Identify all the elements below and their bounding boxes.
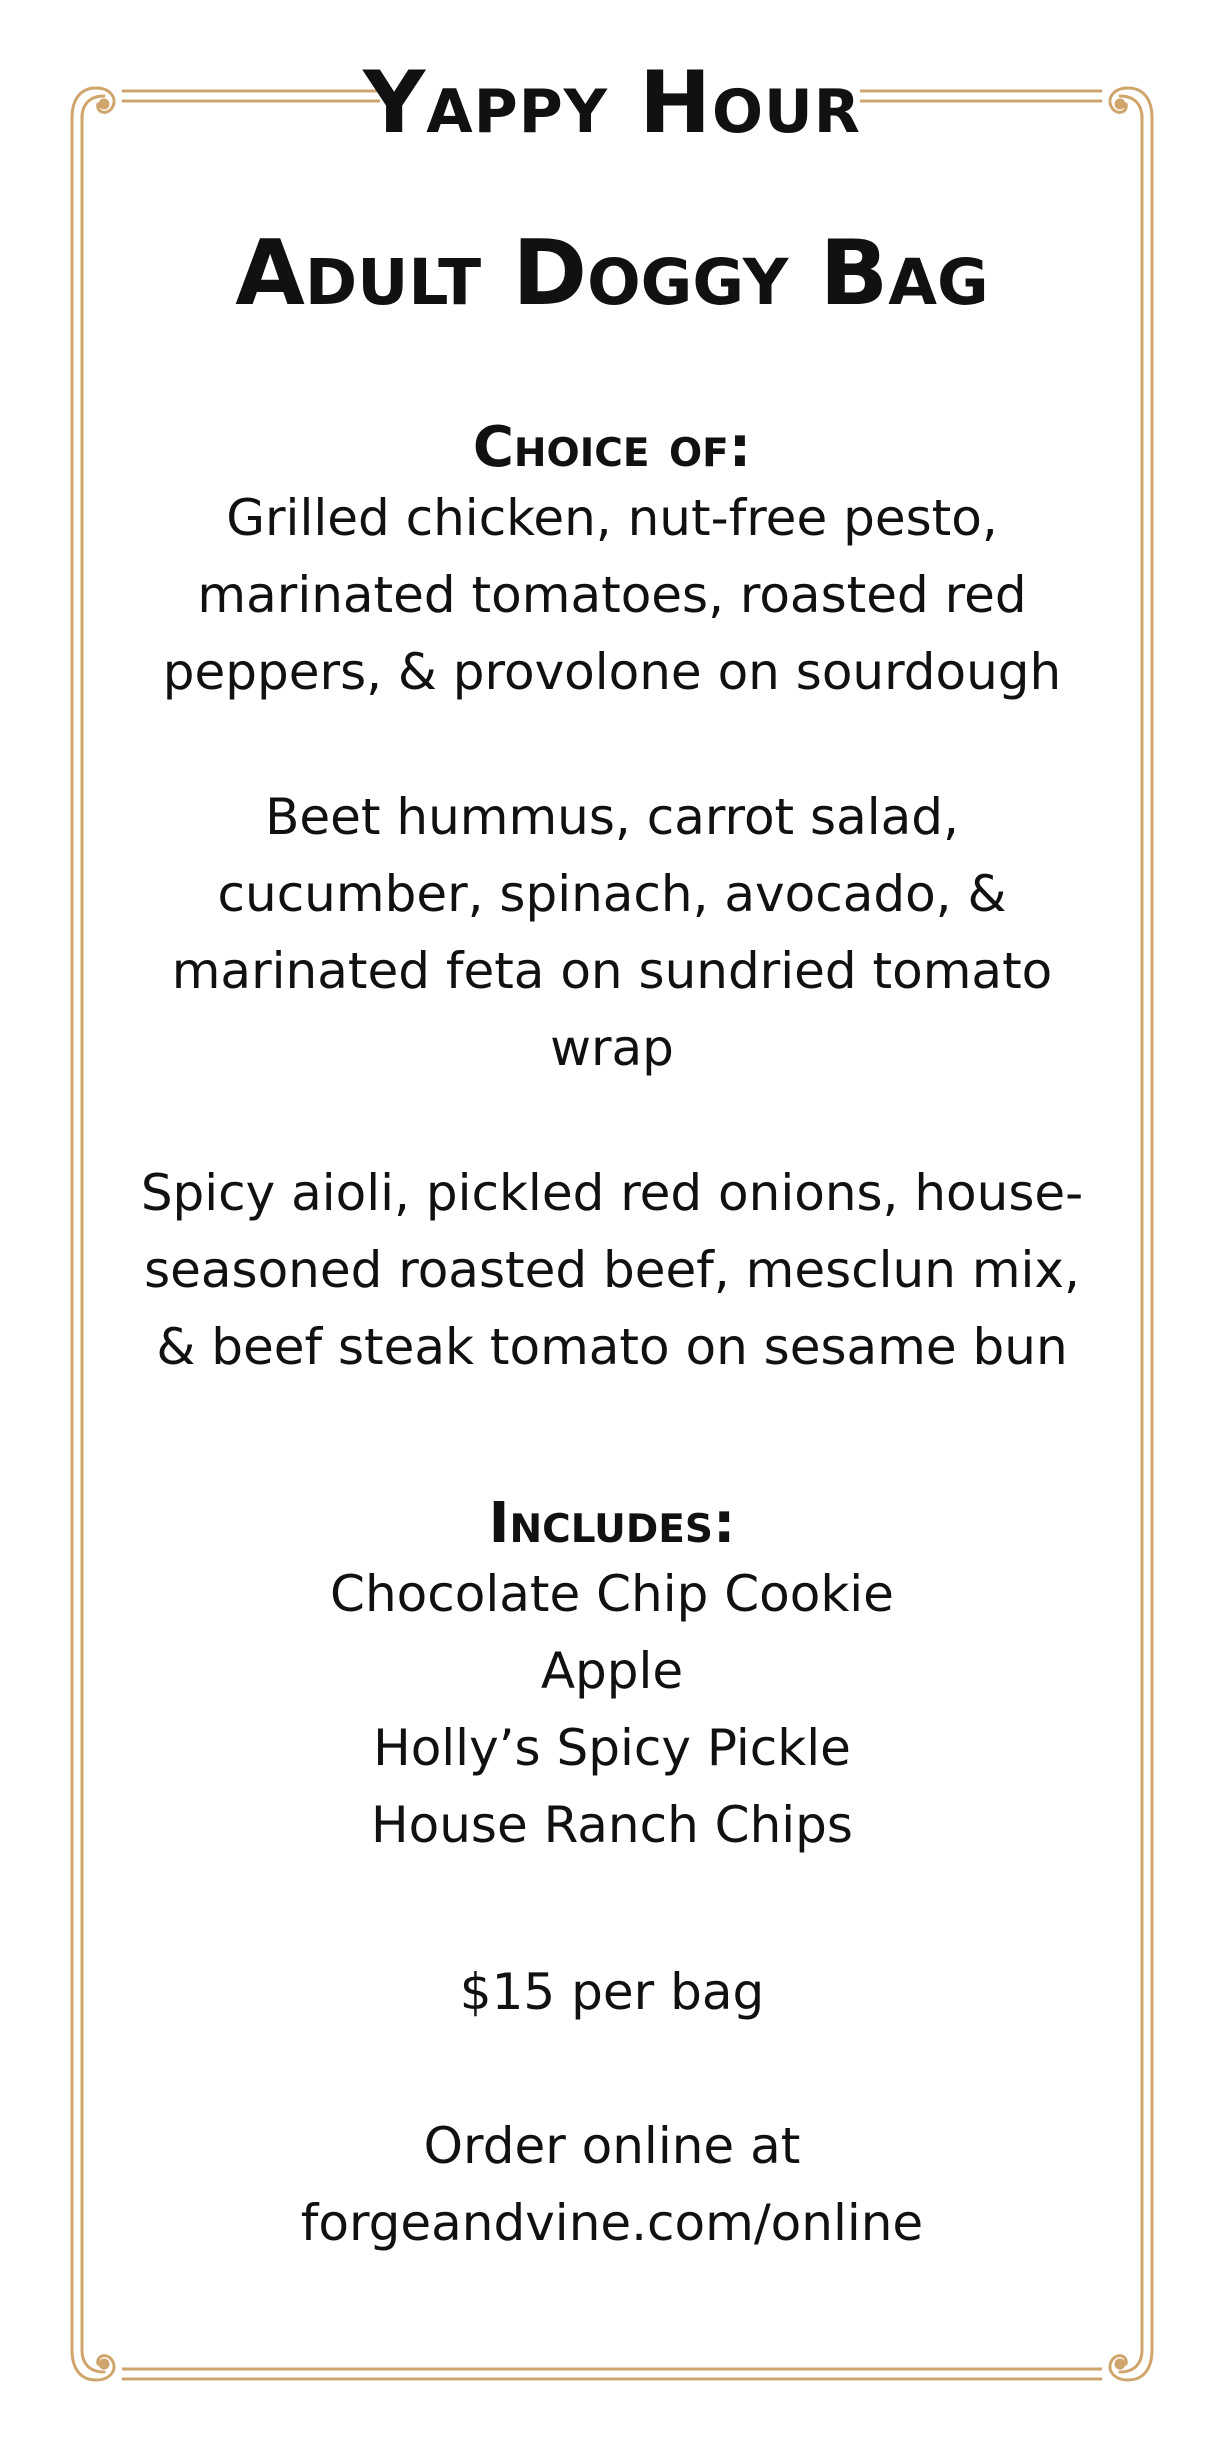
menu-title: Adult Doggy Bag (235, 221, 989, 326)
flourish-bottom-left (72, 2350, 114, 2380)
order-info (110, 2108, 1114, 2262)
includes-list (110, 1556, 1114, 1864)
option-line: seasoned roasted beef, mesclun mix, (144, 1241, 1080, 1299)
price-text: $15 per bag (459, 1963, 765, 2021)
menu-option-hummus (110, 779, 1114, 1087)
includes-item: Chocolate Chip Cookie (330, 1565, 894, 1623)
includes-section (110, 1492, 1114, 1864)
includes-item: Holly’s Spicy Pickle (373, 1719, 851, 1777)
option-line: marinated tomatoes, roasted red (197, 566, 1027, 624)
option-line: peppers, & provolone on sourdough (162, 643, 1062, 701)
option-line: & beef steak tomato on sesame bun (156, 1318, 1068, 1376)
menu-option-chicken (110, 480, 1114, 711)
option-line: cucumber, spinach, avocado, & (217, 865, 1007, 923)
option-line: Spicy aioli, pickled red onions, house- (140, 1164, 1084, 1222)
event-title: Yappy Hour (363, 53, 861, 153)
choice-heading: Choice of: (472, 415, 752, 480)
includes-item: House Ranch Chips (371, 1796, 853, 1854)
includes-item: Apple (540, 1642, 684, 1700)
option-line: Beet hummus, carrot salad, (265, 788, 959, 846)
flourish-bottom-right (1110, 2350, 1152, 2380)
flourish-top-right (1110, 88, 1152, 118)
order-url: forgeandvine.com/online (300, 2194, 924, 2252)
option-line: marinated feta on sundried tomato (171, 942, 1053, 1000)
option-line: wrap (550, 1019, 674, 1077)
choice-section (110, 416, 1114, 1386)
menu-option-beef (110, 1155, 1114, 1386)
includes-heading: Includes: (488, 1491, 736, 1556)
order-text: Order online at (423, 2117, 801, 2175)
option-line: Grilled chicken, nut-free pesto, (226, 489, 998, 547)
flourish-top-left (72, 88, 114, 118)
